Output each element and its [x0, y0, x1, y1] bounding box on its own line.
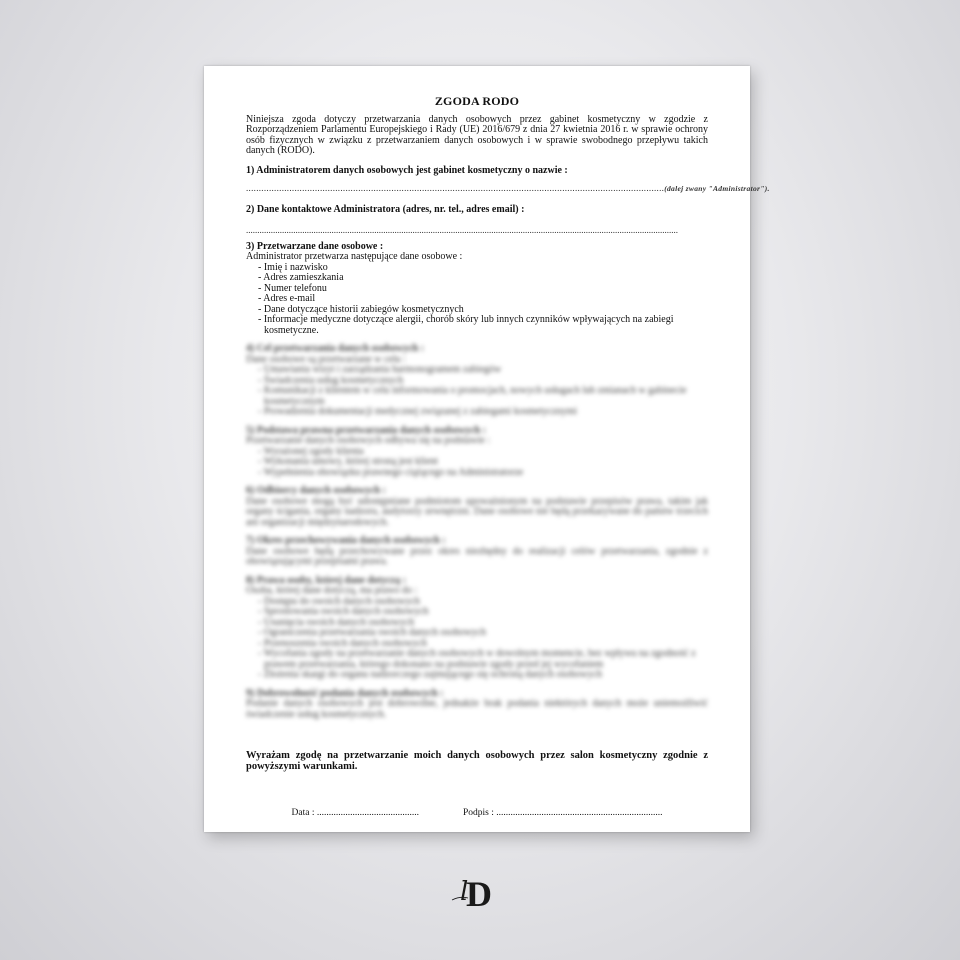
list-item: - Złożenia skargi do organu nadzorczego zajmującego się ochroną danych osobowych — [258, 670, 708, 681]
section-8-heading: 8) Prawa osoby, której dane dotyczą : — [246, 574, 407, 586]
brand-logo — [448, 872, 498, 912]
section-6-text: Dane osobowe mogą być udostępniane podmiotom upoważnionym na podstawie przepisów prawa, takim jak organy ścigania, organy nadzoru, audytorzy zewnętrzni. Dane osobowe nie będą przekazywane do państw trzecich ani organizacji międzynarodowych. — [246, 495, 708, 528]
logo-letter: D — [466, 874, 492, 914]
signature-row — [246, 808, 708, 819]
section-8-lead: Osoba, której dane dotyczą, ma prawo do : — [246, 585, 418, 596]
list-item: - Adres e-mail — [258, 294, 708, 305]
blurred-sections — [246, 344, 708, 720]
signature-field[interactable]: Podpis : ...................................................................... — [462, 808, 663, 818]
list-item: - Numer telefonu — [258, 284, 708, 295]
list-item: - Umawiania wizyt i zarządzania harmonogramem zabiegów — [258, 365, 708, 376]
date-field[interactable]: Data : ........................................... — [291, 808, 419, 818]
list-item: - Dane dotyczące historii zabiegów kosmetycznych — [258, 305, 708, 316]
list-item: - Usunięcia swoich danych osobowych — [258, 618, 708, 629]
section-7-heading: 7) Okres przechowywania danych osobowych : — [246, 535, 446, 546]
list-item: - Prowadzenia dokumentacji medycznej związanej z zabiegami kosmetycznymi — [258, 407, 708, 418]
section-3-heading: 3) Przetwarzane dane osobowe : — [246, 240, 384, 252]
list-item: - Wycofania zgody na przetwarzanie danych osobowych w dowolnym momencie, bez wpływu na zgodność z prawem przetwarzania, którego dokonano na podstawie zgody przed jej wycofaniem — [258, 649, 708, 670]
section-4-heading: 4) Cel przetwarzania danych osobowych : — [246, 343, 425, 354]
section-8-list — [246, 597, 708, 681]
section-4-lead: Dane osobowe są przetwarzane w celu : — [246, 353, 406, 365]
section-3-list — [246, 263, 708, 337]
list-item: - Informacje medyczne dotyczące alergii, chorób skóry lub innych czynników wpływających na zabiegi kosmetyczne. — [258, 315, 708, 336]
administrator-name-field[interactable] — [246, 183, 770, 195]
section-4-list — [246, 365, 708, 418]
list-item: - Adres zamieszkania — [258, 273, 708, 284]
list-item: - Wypełnienia obowiązku prawnego ciążącego na Administratorze — [258, 468, 708, 479]
document-title: ZGODA RODO — [434, 94, 520, 108]
list-item: - Wykonania umowy, której stroną jest klient — [258, 457, 708, 468]
section-5-list — [246, 447, 708, 479]
list-item: - Dostępu do swoich danych osobowych — [258, 597, 708, 608]
list-item: - Imię i nazwisko — [258, 263, 708, 274]
list-item: - Komunikacji z klientem w celu informowania o promocjach, nowych usługach lub zmianach w gabinecie kosmetycznym — [258, 386, 708, 407]
list-item: - Ograniczenia przetwarzania swoich danych osobowych — [258, 628, 708, 639]
administrator-suffix: (dalej zwany "Administrator"). — [664, 184, 770, 193]
consent-statement: Wyrażam zgodę na przetwarzanie moich danych osobowych przez salon kosmetyczny zgodnie z powyższymi warunkami. — [246, 750, 708, 772]
document-page — [204, 66, 770, 832]
section-9-heading: 9) Dobrowolność podania danych osobowych : — [246, 687, 444, 699]
contact-field[interactable]: ................................................................................................................................................................................................ — [246, 225, 678, 235]
list-item: - Przenoszenia swoich danych osobowych — [258, 639, 708, 650]
section-2-heading: 2) Dane kontaktowe Administratora (adres, nr. tel., adres email) : — [246, 203, 525, 215]
section-3-lead: Administrator przetwarza następujące dane osobowe : — [246, 251, 463, 262]
section-5-heading: 5) Podstawa prawna przetwarzania danych osobowych : — [246, 424, 486, 436]
monogram-icon — [448, 872, 498, 912]
list-item: - Wyrażonej zgody klienta — [258, 447, 708, 458]
section-1-heading: 1) Administratorem danych osobowych jest gabinet kosmetyczny o nazwie : — [246, 164, 568, 176]
logo-script: l — [460, 877, 469, 907]
list-item: - Świadczenia usług kosmetycznych — [258, 376, 708, 387]
section-7-text: Dane osobowe będą przechowywane przez okres niezbędny do realizacji celów przetwarzania, zgodnie z obowiązującymi przepisami prawa. — [246, 545, 708, 567]
section-6-heading: 6) Odbiorcy danych osobowych : — [246, 485, 386, 496]
section-5-lead: Przetwarzanie danych osobowych odbywa się na podstawie : — [246, 435, 491, 446]
list-item: - Sprostowania swoich danych osobowych — [258, 607, 708, 618]
intro-paragraph: Niniejsza zgoda dotyczy przetwarzania danych osobowych przez gabinet kosmetyczny w zgodzie z Rozporządzeniem Parlamentu Europejskiego i Rady (UE) 2016/679 z dnia 27 kwietnia 2016 r. w sprawie ochrony osób fizycznych w związku z przetwarzaniem danych osobowych i w sprawie swobodnego przepływu takich danych (RODO). — [246, 113, 708, 156]
dotted-line: .................................................................................................................................................................... — [246, 183, 665, 193]
section-9-text: Podanie danych osobowych jest dobrowolne, jednakże brak podania niektórych danych może uniemożliwić świadczenie usług kosmetycznych. — [246, 698, 708, 720]
